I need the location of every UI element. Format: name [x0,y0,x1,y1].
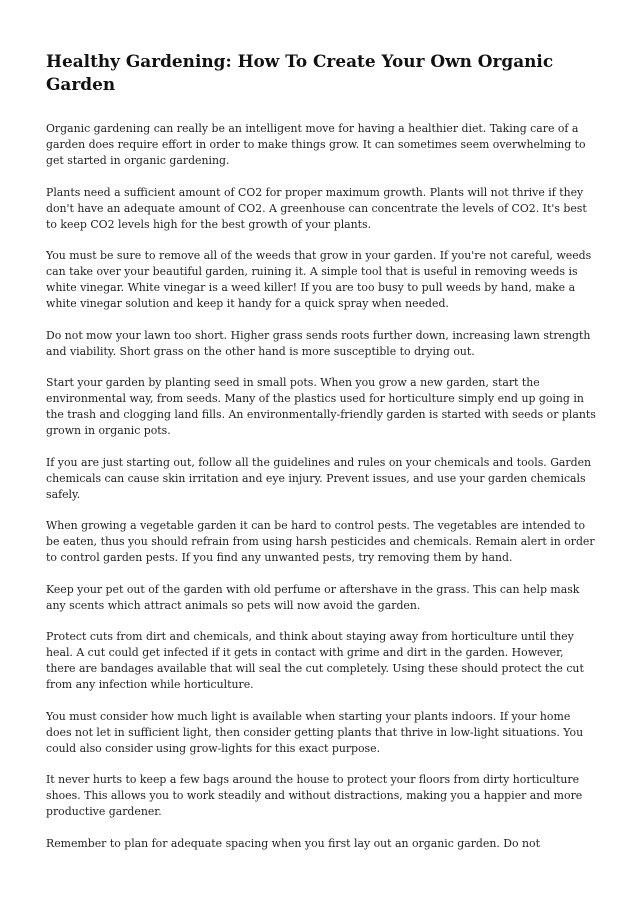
paragraph-light: You must consider how much light is available when starting your plants indoors. If your home does not let in sufficient light, then consider getting plants that thrive in low-light situations. You could also consider using grow-lights for this exact purpose. [46,709,584,755]
document-page [46,50,596,867]
paragraph-seeds: Start your garden by planting seed in small pots. When you grow a new garden, start the environmental way, from seeds. Many of the plastics used for horticulture simply end up going in the trash and clogging land fills. An environmentally-friendly garden is started with seeds or plants grown in organic pots. [46,376,596,437]
paragraph-bags: It never hurts to keep a few bags around the house to protect your floors from dirty horticulture shoes. This allows you to work steadily and without distractions, making you a happier and more productive gardener. [46,773,583,818]
paragraph-pets: Keep your pet out of the garden with old perfume or aftershave in the grass. This can help mask any scents which attract animals so pets will now avoid the garden. [46,582,580,612]
paragraph-pests: When growing a vegetable garden it can be hard to control pests. The vegetables are intended to be eaten, thus you should refrain from using harsh pesticides and chemicals. Remain alert in order to control garden pests. If you find any unwanted pests, try removing them by hand. [46,519,595,564]
paragraph-spacing: Remember to plan for adequate spacing when you first lay out an organic garden. Do not [46,836,540,850]
document-title: Healthy Gardening: How To Create Your Own Organic Garden [46,51,554,94]
paragraph-organic-diet: Organic gardening can really be an intelligent move for having a healthier diet. Taking care of a garden does require effort in order to make things grow. It can sometimes seem overwhelming to get started in organic gardening. [46,122,586,167]
paragraph-mowing: Do not mow your lawn too short. Higher grass sends roots further down, increasing lawn strength and viability. Short grass on the other hand is more susceptible to drying out. [46,328,591,358]
paragraph-weeds: You must be sure to remove all of the weeds that grow in your garden. If you're not careful, weeds can take over your beautiful garden, ruining it. A simple tool that is useful in removing weeds is white vinegar. White vinegar is a weed killer! If you are too busy to pull weeds by hand, make a white vinegar solution and keep it handy for a quick spray when needed. [46,249,592,310]
paragraph-cuts: Protect cuts from dirt and chemicals, and think about staying away from horticulture until they heal. A cut could get infected if it gets in contact with grime and dirt in the garden. However, there are bandages available that will seal the cut completely. Using these should protect the cut from any infection while horticulture. [46,630,584,691]
paragraph-co2: Plants need a sufficient amount of CO2 for proper maximum growth. Plants will not thrive if they don't have an adequate amount of CO2. A greenhouse can concentrate the levels of CO2. It's best to keep CO2 levels high for the best growth of your plants. [46,185,587,231]
paragraph-chemicals: If you are just starting out, follow all the guidelines and rules on your chemicals and tools. Garden chemicals can cause skin irritation and eye injury. Prevent issues, and use your garden chemicals safely. [46,455,592,501]
